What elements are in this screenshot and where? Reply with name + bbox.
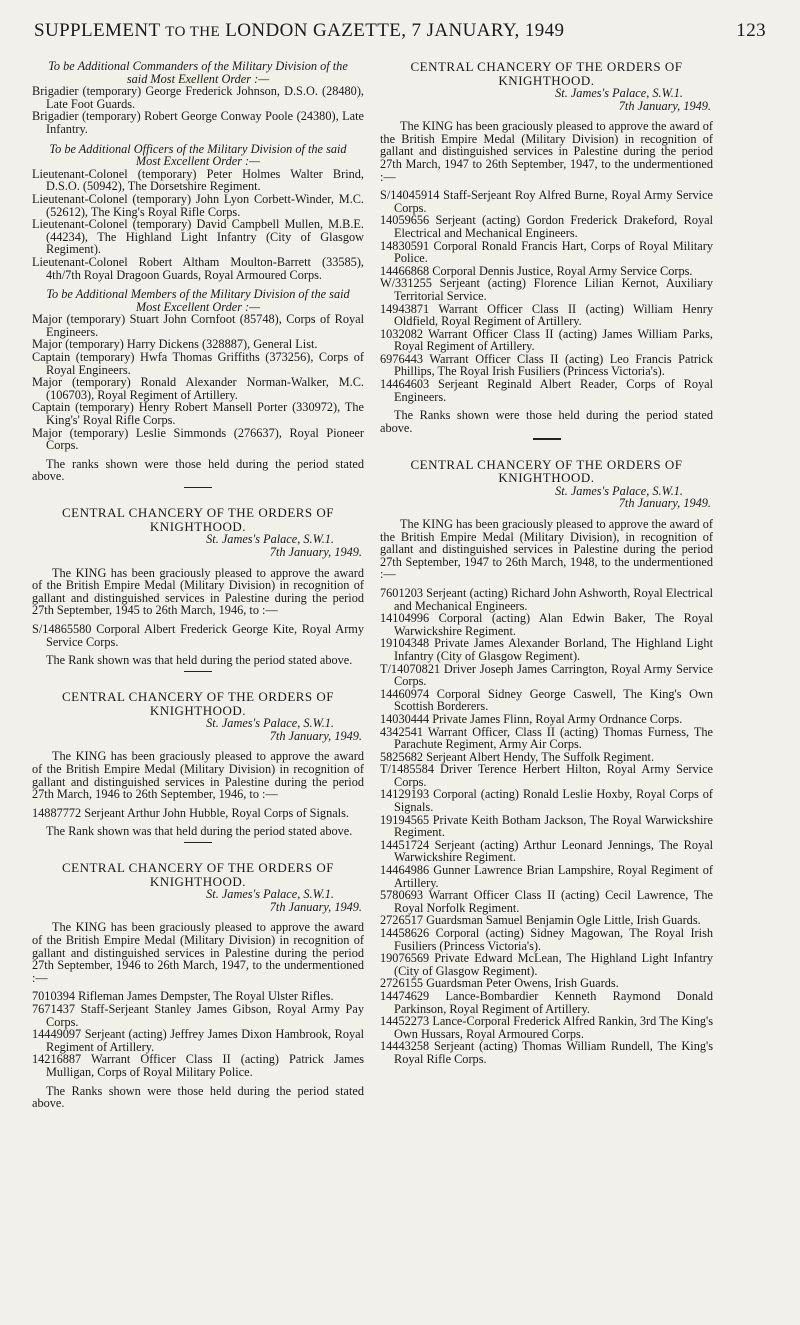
ranks-note: The Rank shown was that held during the period stated above. [46, 824, 353, 839]
members-intro: To be Additional Members of the Military Division of the said Most Excellent Order :— [46, 287, 350, 314]
ranks-note: The Rank shown was that held during the period stated above. [46, 653, 353, 668]
notice-3 [32, 861, 364, 1110]
list-item: 5825682 Serjeant Albert Hendy, The Suffolk Regiment. [380, 749, 655, 764]
list-item: T/1485584 Driver Terence Herbert Hilton, Royal Army Service Corps. [380, 762, 713, 789]
list-item: 7601203 Serjeant (acting) Richard John Ashworth, Royal Electrical and Mechanical Engineers. [380, 585, 713, 613]
list-item: 14449097 Serjeant (acting) Jeffrey James Dixon Hambrook, Royal Regiment of Artillery. [32, 1027, 364, 1054]
officers-intro: To be Additional Officers of the Military Division of the said Most Excellent Order :— [49, 141, 347, 169]
list-item: 14830591 Corporal Ronald Francis Hart, Corps of Royal Military Police. [380, 238, 713, 266]
list-item: 19104348 Private James Alexander Borland, The Highland Light Infantry (City of Glasgow Regiment). [380, 636, 713, 663]
list-item: 6976443 Warrant Officer Class II (acting) Leo Francis Patrick Phillips, The Royal Irish Fusiliers (Princess Victoria's). [380, 351, 713, 379]
list-item: 1032082 Warrant Officer Class II (acting) James William Parks, Royal Regiment of Artillery. [380, 326, 713, 354]
list-item: 2726155 Guardsman Peter Owens, Irish Guards. [380, 976, 619, 991]
list-item: 14452273 Lance-Corporal Frederick Alfred Rankin, 3rd The King's Own Hussars, Royal Armoured Corps. [380, 1014, 713, 1041]
list-item: Captain (temporary) Henry Robert Mansell Porter (330972), The King's' Royal Rifle Corps. [32, 400, 364, 428]
notice-4 [380, 60, 713, 434]
list-item: Brigadier (temporary) Robert George Conway Poole (24380), Late Infantry. [32, 109, 364, 136]
list-item: 14474629 Lance-Bombardier Kenneth Raymond Donald Parkinson, Royal Regiment of Artillery. [380, 988, 713, 1016]
list-item: 14030444 Private James Flinn, Royal Army Ordnance Corps. [380, 711, 683, 726]
list-item: 7010394 Rifleman James Dempster, The Royal Ulster Rifles. [32, 989, 334, 1004]
section-rule [184, 671, 212, 672]
list-item: 4342541 Warrant Officer, Class II (acting) Thomas Furness, The Parachute Regiment, Army Air Corps. [380, 724, 713, 752]
list-item: 14129193 Corporal (acting) Ronald Leslie Hoxby, Royal Corps of Signals. [380, 787, 713, 815]
officers-list [32, 168, 364, 281]
notice-lead: The KING has been graciously pleased to approve the award of the British Empire Medal (Military Division) in recognition of gallant and distinguished services in Palestine during the period 27th September, 1945 to 26th March, 1946, to :— [32, 565, 364, 618]
notice-heading: CENTRAL CHANCERY OF THE ORDERS OF KNIGHTHOOD. [410, 456, 683, 486]
notice-date: 7th January, 1949. [269, 728, 362, 743]
notice-heading: CENTRAL CHANCERY OF THE ORDERS OF KNIGHTHOOD. [61, 860, 335, 889]
notice-palace: St. James's Palace, S.W.1. [206, 887, 334, 902]
list-item: S/14045914 Staff-Serjeant Roy Alfred Burne, Royal Army Service Corps. [380, 188, 713, 215]
list-item: 14216887 Warrant Officer Class II (acting) Patrick James Mulligan, Corps of Royal Military Police. [32, 1052, 364, 1079]
list-item: 5780693 Warrant Officer Class II (acting) Cecil Lawrence, The Royal Norfolk Regiment. [380, 888, 713, 915]
list-item: 14887772 Serjeant Arthur John Hubble, Royal Corps of Signals. [32, 805, 349, 820]
gazette-label: LONDON GAZETTE, 7 JANUARY, 1949 [225, 20, 565, 41]
list-item: Major (temporary) Stuart John Cornfoot (85748), Corps of Royal Engineers. [32, 312, 364, 339]
to-the-label: TO THE [165, 24, 221, 40]
list-item: 7671437 Staff-Serjeant Stanley James Gibson, Royal Army Pay Corps. [32, 1002, 364, 1029]
notice-heading: CENTRAL CHANCERY OF THE ORDERS OF KNIGHTHOOD. [410, 59, 683, 88]
page-number: 123 [736, 20, 766, 41]
list-item: S/14865580 Corporal Albert Frederick George Kite, Royal Army Service Corps. [32, 621, 364, 649]
supplement-label: SUPPLEMENT [34, 20, 161, 41]
notice-date: 7th January, 1949. [618, 98, 711, 113]
notice-palace: St. James's Palace, S.W.1. [555, 86, 683, 100]
notice-palace: St. James's Palace, S.W.1. [206, 532, 334, 547]
notice-heading: CENTRAL CHANCERY OF THE ORDERS OF KNIGHTHOOD. [61, 505, 335, 534]
notice-date: 7th January, 1949. [269, 899, 362, 914]
list-item: 14464603 Serjeant Reginald Albert Reader, Corps of Royal Engineers. [380, 377, 713, 404]
list-item: W/331255 Serjeant (acting) Florence Lilian Kernot, Auxiliary Territorial Service. [380, 276, 713, 303]
section-rule [184, 487, 212, 488]
notice-heading: CENTRAL CHANCERY OF THE ORDERS OF KNIGHTHOOD. [61, 689, 335, 718]
list-item: T/14070821 Driver Joseph James Carrington, Royal Army Service Corps. [380, 661, 713, 689]
notice-lead: The KING has been graciously pleased to approve the award of the British Empire Medal (Military Division) in recognition of gallant and distinguished services in Palestine during the period 27th March, 1946 to 26th September, 1946, to :— [32, 749, 364, 802]
list-item: Major (temporary) Ronald Alexander Norman-Walker, M.C. (106703), Royal Regiment of Artillery. [32, 375, 364, 402]
members-list [32, 313, 364, 452]
notice-date: 7th January, 1949. [269, 544, 362, 559]
list-item: Brigadier (temporary) George Frederick Johnson, D.S.O. (28480), Late Foot Guards. [32, 84, 364, 111]
list-item: 14443258 Serjeant (acting) Thomas William Rundell, The King's Royal Rifle Corps. [380, 1039, 713, 1066]
list-item: Lieutenant-Colonel (temporary) John Lyon Corbett-Winder, M.C. (52612), The King's Royal Rifle Corps. [32, 191, 364, 219]
right-column [380, 60, 713, 1066]
list-item: 19076569 Private Edward McLean, The Highland Light Infantry (City of Glasgow Regiment). [380, 951, 713, 978]
list-item: 14458626 Corporal (acting) Sidney Magowan, The Royal Irish Fusiliers (Princess Victoria's). [380, 926, 713, 953]
list-item: Lieutenant-Colonel Robert Altham Moulton-Barrett (33585), 4th/7th Royal Dragoon Guards, Royal Armoured Corps. [32, 254, 364, 282]
list-item: 14460974 Corporal Sidney George Caswell, The King's Own Scottish Borderers. [380, 686, 713, 714]
list-item: 2726517 Guardsman Samuel Benjamin Ogle Little, Irish Guards. [380, 913, 701, 928]
section-rule [533, 438, 561, 439]
list-item: Lieutenant-Colonel (temporary) Peter Holmes Walter Brind, D.S.O. (50942), The Dorsetshire Regiment. [32, 166, 364, 194]
notice-date: 7th January, 1949. [618, 496, 711, 511]
notice-palace: St. James's Palace, S.W.1. [206, 716, 334, 731]
running-head [34, 20, 766, 42]
ranks-note: The Ranks shown were those held during the period stated above. [32, 1083, 364, 1111]
notice-lead: The KING has been graciously pleased to approve the award of the British Empire Medal (Military Division) in recognition of gallant and distinguished services in Palestine during the period 27th March, 1947 to 26th September, 1947, to the undermentioned :— [380, 119, 713, 184]
list-item: 14451724 Serjeant (acting) Arthur Leonard Jennings, The Royal Warwickshire Regiment. [380, 837, 713, 865]
notice-palace: St. James's Palace, S.W.1. [555, 483, 683, 498]
ranks-note: The Ranks shown were those held during the period stated above. [380, 408, 713, 435]
list-item: 14466868 Corporal Dennis Justice, Royal Army Service Corps. [380, 263, 693, 278]
notice-lead: The KING has been graciously pleased to approve the award of the British Empire Medal (Military Division), in recognition of gallant and distinguished services in Palestine during the period 27th September, 1947 to 26th March, 1948, to the undermentioned :— [380, 517, 713, 582]
left-column [32, 60, 364, 1110]
list-item: 14943871 Warrant Officer Class II (acting) William Henry Oldfield, Royal Regiment of Artillery. [380, 301, 713, 329]
section-rule [184, 842, 212, 843]
list-item: 14104996 Corporal (acting) Alan Edwin Baker, The Royal Warwickshire Regiment. [380, 611, 713, 638]
notice-lead: The KING has been graciously pleased to approve the award of the British Empire Medal (Military Division) in recognition of gallant and distinguished services in Palestine during the period 27th September, 1946 to 26th March, 1947, to the undermentioned :— [32, 920, 364, 985]
commanders-list [32, 85, 364, 135]
list-item: 14464986 Gunner Lawrence Brian Lampshire, Royal Regiment of Artillery. [380, 863, 713, 890]
notice-1 [32, 506, 364, 666]
list-item: 19194565 Private Keith Botham Jackson, The Royal Warwickshire Regiment. [380, 812, 713, 840]
commanders-intro: To be Additional Commanders of the Military Division of the said Most Exellent Order :— [48, 59, 348, 86]
notice-2 [32, 690, 364, 838]
list-item: Major (temporary) Leslie Simmonds (276637), Royal Pioneer Corps. [32, 425, 364, 453]
list-item: Captain (temporary) Hwfa Thomas Griffiths (373256), Corps of Royal Engineers. [32, 350, 364, 377]
list-item: Lieutenant-Colonel (temporary) David Campbell Mullen, M.B.E. (44234), The Highland Light Infantry (City of Glasgow Regiment). [32, 217, 364, 257]
notice-5 [380, 458, 713, 1066]
list-item: 14059656 Serjeant (acting) Gordon Frederick Drakeford, Royal Electrical and Mechanical Engineers. [380, 213, 713, 240]
ranks-note: The ranks shown were those held during the period stated above. [32, 456, 364, 484]
list-item: Major (temporary) Harry Dickens (328887), General List. [32, 337, 318, 352]
running-head-title [34, 20, 564, 42]
